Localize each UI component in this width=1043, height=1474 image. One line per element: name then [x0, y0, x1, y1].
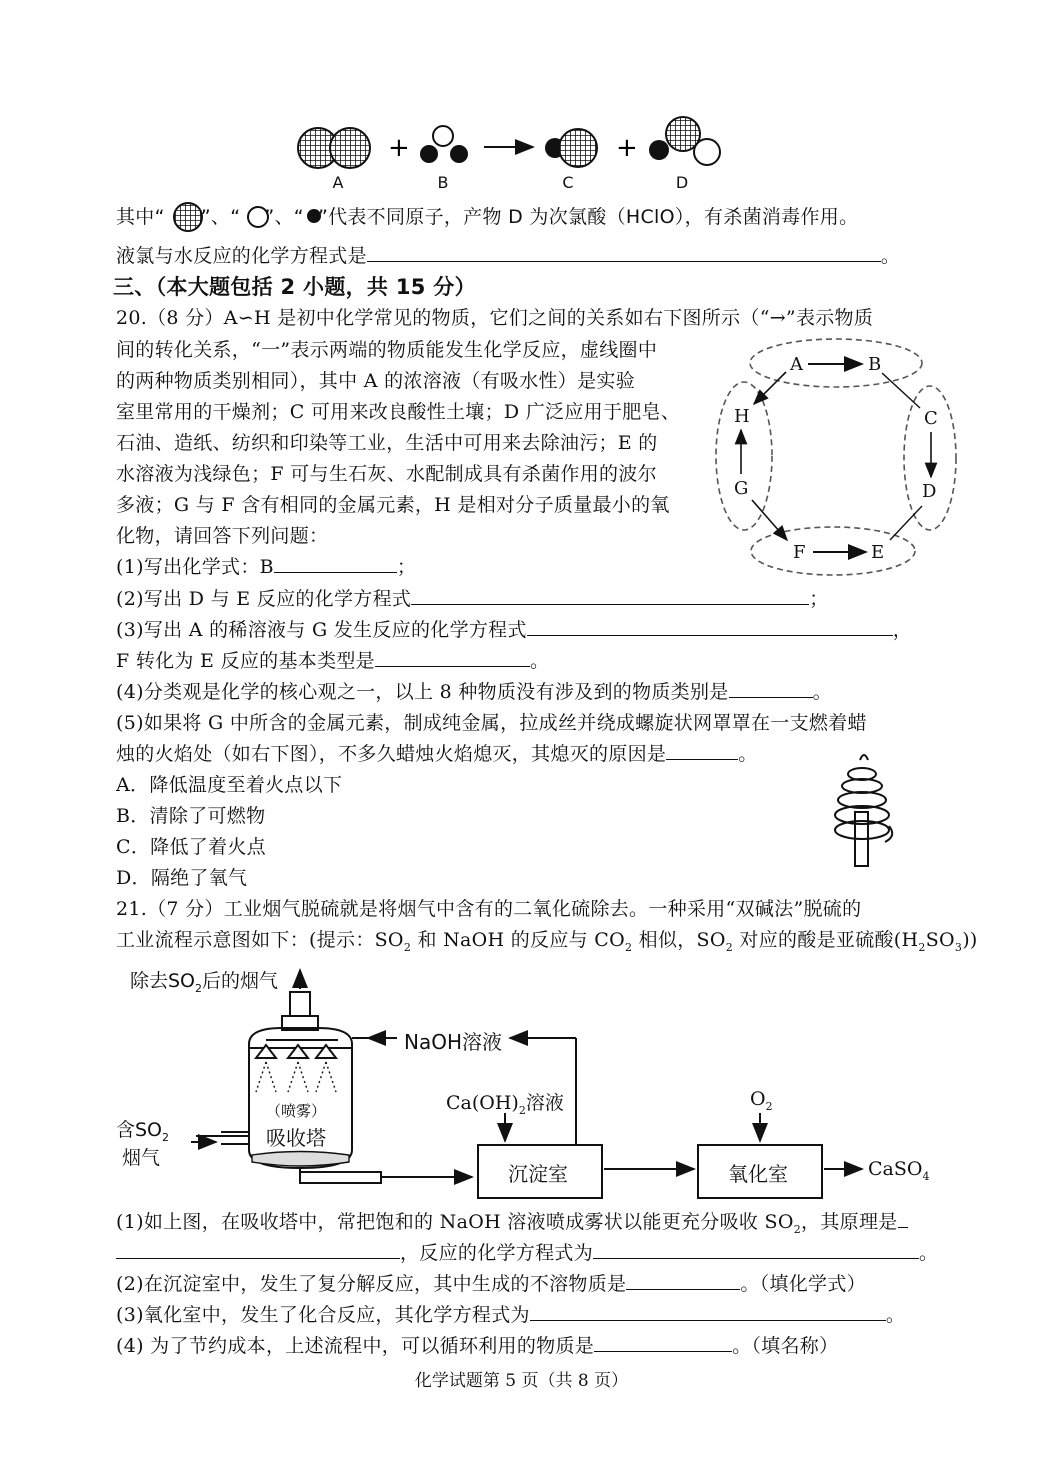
- page-footer: 化学试题第 5 页（共 8 页）: [414, 1371, 629, 1391]
- q20-line-2: 间的转化关系，“一”表示两端的物质能发生化学反应，虚线圈中: [116, 339, 658, 361]
- answer-blank[interactable]: [274, 552, 397, 573]
- answer-blank[interactable]: [594, 1331, 732, 1352]
- input-gas-label: 含$SO_2$: [116, 1119, 170, 1144]
- option-a: A．降低温度至着火点以下: [116, 774, 343, 796]
- svg-text:A: A: [790, 354, 803, 375]
- label-c: C: [562, 173, 574, 192]
- svg-text:H: H: [734, 406, 750, 427]
- answer-blank[interactable]: [375, 646, 530, 667]
- q21-part-1a: (1)如上图，在吸收塔中，常把饱和的 NaOH 溶液喷成雾状以能更充分吸收 $SO_2$，其原理是: [116, 1207, 908, 1245]
- answer-blank[interactable]: [527, 615, 893, 636]
- input-gas-label-2: 烟气: [122, 1147, 161, 1169]
- svg-text:G: G: [734, 478, 749, 499]
- q20-line-7: 多液；G 与 F 含有相同的金属元素，H 是相对分子质量最小的氧: [116, 494, 670, 516]
- molecule-c-icon: [545, 129, 597, 167]
- oxidation-room-label: 氧化室: [728, 1162, 788, 1186]
- q20-line-1: 20.（8 分）A∽H 是初中化学常见的物质，它们之间的关系如右下图所示（“→”表示物质: [116, 307, 874, 329]
- naoh-label: NaOH溶液: [404, 1030, 502, 1054]
- q20-part-4: (4)分类观是化学的核心观之一，以上 8 种物质没有涉及到的物质类别是 。: [116, 677, 832, 707]
- answer-blank[interactable]: [367, 241, 881, 262]
- option-b: B．清除了可燃物: [116, 805, 266, 827]
- relation-diagram: [716, 339, 956, 575]
- tower-label: 吸收塔: [266, 1126, 326, 1150]
- q20-line-5: 石油、造纸、纺织和印染等工业，生活中可用来去除油污；E 的: [116, 432, 658, 454]
- q21-part-2: (2)在沉淀室中，发生了复分解反应，其中生成的不溶物质是 。（填化学式）: [116, 1269, 866, 1299]
- answer-blank[interactable]: [729, 677, 813, 698]
- candle-coil-icon: [835, 755, 892, 866]
- svg-text:B: B: [868, 354, 882, 375]
- liquid-chlorine-question: 液氯与水反应的化学方程式是 。: [116, 241, 900, 271]
- caoh2-label: $Ca(OH)_2$溶液: [446, 1092, 564, 1117]
- q20-line-3: 的两种物质类别相同），其中 A 的浓溶液（有吸水性）是实验: [116, 370, 636, 392]
- o2-label: $O_2$: [750, 1088, 773, 1113]
- svg-text:D: D: [922, 481, 937, 502]
- q20-part-5b: 烛的火焰处（如右下图），不多久蜡烛火焰熄灭，其熄灭的原因是 。: [116, 739, 758, 769]
- answer-blank[interactable]: [116, 1238, 400, 1259]
- q20-part-1: (1)写出化学式：B ；: [116, 552, 416, 582]
- option-d: D．隔绝了氧气: [116, 867, 248, 889]
- sediment-room-label: 沉淀室: [508, 1162, 568, 1186]
- q21-part-3: (3)氧化室中，发生了化合反应，其化学方程式为 。: [116, 1300, 905, 1330]
- q20-part-2: (2)写出 D 与 E 反应的化学方程式 ；: [116, 584, 829, 614]
- q20-part-5a: (5)如果将 G 中所含的金属元素，制成纯金属，拉成丝并绕成螺旋状网罩罩在一支燃着蜡: [116, 712, 867, 734]
- molecule-a-icon: [298, 128, 370, 168]
- label-a: A: [332, 173, 344, 192]
- spray-label: （喷雾）: [266, 1102, 327, 1120]
- legend-line: 其中“ ”、“ ”、“ ”代表不同原子，产物 D 为次氯酸（HClO），有杀菌消毒作用。: [116, 206, 859, 228]
- label-b: B: [437, 173, 449, 192]
- answer-blank[interactable]: [593, 1238, 919, 1259]
- answer-blank[interactable]: [626, 1269, 740, 1290]
- q20-line-4: 室里常用的干燥剂；C 可用来改良酸性土壤；D 广泛应用于肥皂、: [116, 401, 681, 423]
- svg-text:C: C: [924, 408, 938, 429]
- product-label: CaSO$_4$: [868, 1158, 930, 1183]
- q21-part-1b: ，反应的化学方程式为 。: [116, 1238, 938, 1268]
- molecule-b-icon: [420, 126, 468, 163]
- q20-part-3: (3)写出 A 的稀溶液与 G 发生反应的化学方程式 ，: [116, 615, 912, 645]
- answer-blank[interactable]: [411, 584, 809, 605]
- answer-blank[interactable]: [898, 1207, 908, 1228]
- q20-line-8: 化物，请回答下列问题：: [116, 525, 329, 547]
- svg-text:+: +: [616, 133, 638, 163]
- section-title: 三、（本大题包括 2 小题，共 15 分）: [113, 275, 476, 299]
- option-c: C．降低了着火点: [116, 836, 266, 858]
- svg-text:E: E: [871, 542, 885, 563]
- q21-line-2: 工业流程示意图如下：(提示：$SO_2$ 和 NaOH 的反应与 $CO_2$ 相似，$SO_2$ 对应的酸是亚硫酸$(H_2SO_3)$): [116, 929, 978, 954]
- svg-text:F: F: [793, 542, 806, 563]
- molecule-d-icon: [649, 117, 720, 165]
- q20-line-6: 水溶液为浅绿色；F 可与生石灰、水配制成具有杀菌作用的波尔: [116, 463, 657, 485]
- answer-blank[interactable]: [530, 1300, 886, 1321]
- q21-line-1: 21.（7 分）工业烟气脱硫就是将烟气中含有的二氧化硫除去。一种采用“双碱法”脱硫的: [116, 898, 862, 920]
- q20-part-3b: F 转化为 E 反应的基本类型是 。: [116, 646, 549, 676]
- label-d: D: [675, 173, 689, 192]
- q21-part-4: (4) 为了节约成本，上述流程中，可以循环利用的物质是 。（填名称）: [116, 1331, 838, 1361]
- answer-blank[interactable]: [666, 739, 738, 760]
- output-gas-label: 除去$SO_2$后的烟气: [130, 970, 279, 995]
- svg-text:+: +: [388, 133, 410, 163]
